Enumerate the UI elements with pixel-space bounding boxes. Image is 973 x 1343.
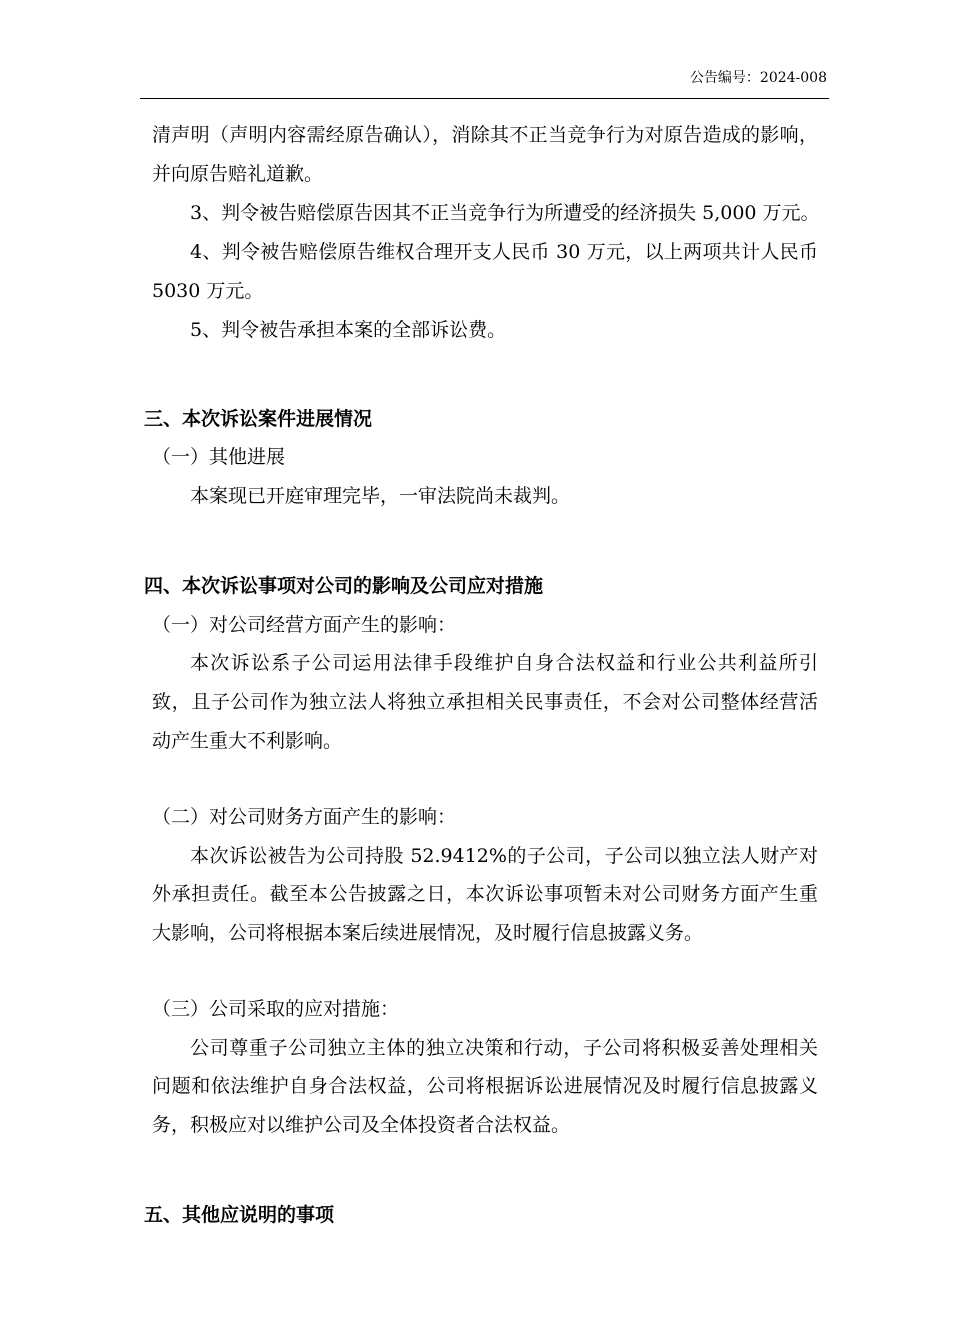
section-four-sub2-line-2: 外承担责任。截至本公告披露之日，本次诉讼事项暂未对公司财务方面产生重 [152,883,818,905]
section-five-heading: 五、其他应说明的事项 [144,1204,335,1226]
section-four-heading: 四、本次诉讼事项对公司的影响及公司应对措施 [144,575,544,597]
section-four-sub1-line-2: 致，且子公司作为独立法人将独立承担相关民事责任，不会对公司整体经营活 [152,691,818,713]
header-divider [140,98,829,99]
claim-4-line-1: 4、判令被告赔偿原告维权合理开支人民币 30 万元，以上两项共计人民币 [190,241,818,263]
section-four-sub2-title: （二）对公司财务方面产生的影响： [152,806,457,828]
section-three-sub1-title: （一）其他进展 [152,446,286,468]
section-four-sub1-line-3: 动产生重大不利影响。 [152,730,343,752]
section-four-sub1-line-1: 本次诉讼系子公司运用法律手段维护自身合法权益和行业公共利益所引 [190,652,818,674]
section-four-sub2-line-1: 本次诉讼被告为公司持股 52.9412%的子公司，子公司以独立法人财产对 [190,845,818,867]
claim-5: 5、判令被告承担本案的全部诉讼费。 [190,319,507,341]
section-three-sub1-text: 本案现已开庭审理完毕，一审法院尚未裁判。 [190,485,571,507]
section-four-sub3-line-1: 公司尊重子公司独立主体的独立决策和行动，子公司将积极妥善处理相关 [190,1037,818,1059]
section-four-sub3-line-2: 问题和依法维护自身合法权益，公司将根据诉讼进展情况及时履行信息披露义 [152,1075,818,1097]
claim-2-line-2: 并向原告赔礼道歉。 [152,163,324,185]
section-four-sub2-line-3: 大影响，公司将根据本案后续进展情况，及时履行信息披露义务。 [152,922,704,944]
section-four-sub3-title: （三）公司采取的应对措施： [152,998,400,1020]
claim-2-line-1: 清声明（声明内容需经原告确认），消除其不正当竞争行为对原告造成的影响， [152,124,818,146]
section-three-heading: 三、本次诉讼案件进展情况 [144,408,373,430]
section-four-sub1-title: （一）对公司经营方面产生的影响： [152,614,457,636]
section-four-sub3-line-3: 务，积极应对以维护公司及全体投资者合法权益。 [152,1114,571,1136]
claim-4-line-2: 5030 万元。 [152,280,264,302]
claim-3: 3、判令被告赔偿原告因其不正当竞争行为所遭受的经济损失 5,000 万元。 [190,202,820,224]
announcement-number: 公告编号：2024-008 [689,70,827,86]
